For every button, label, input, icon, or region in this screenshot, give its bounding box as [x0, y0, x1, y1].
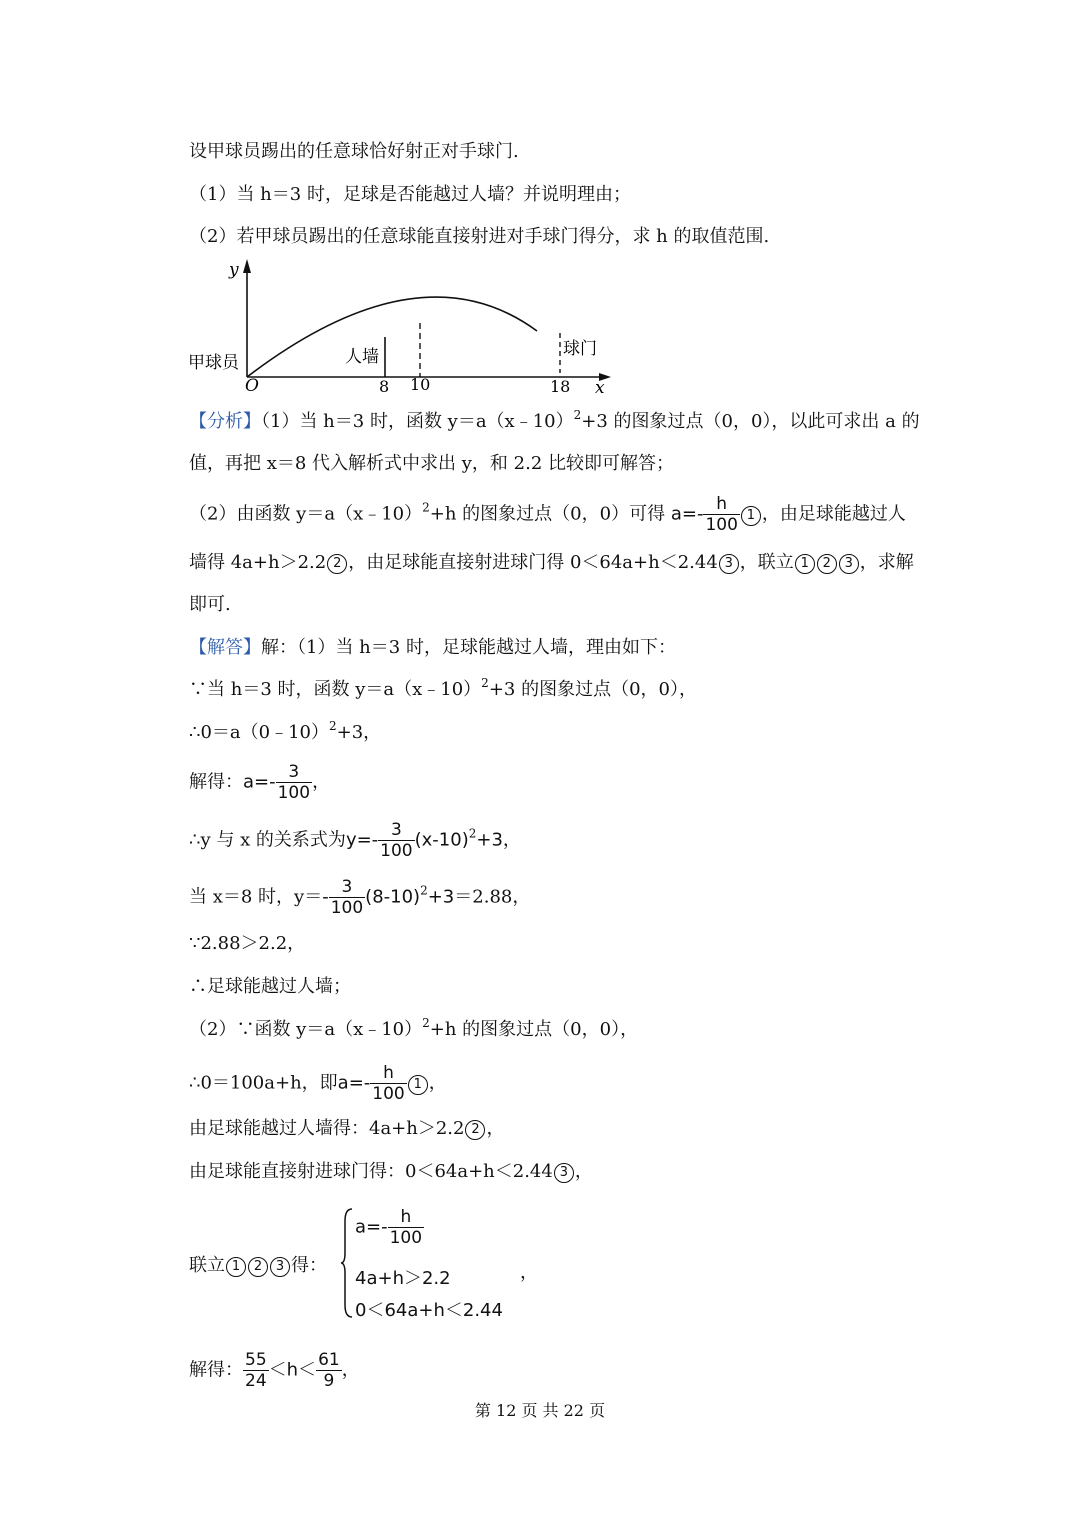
tick-8: 8 — [379, 377, 390, 396]
origin-label: O — [245, 376, 259, 396]
answer-line-6: 当 x＝8 时，y＝- $\frac{3}{100}$ $(8-10)^2+3=2.88$， — [189, 877, 531, 918]
answer-line-1: 【解答】解：（1）当 h＝3 时，足球能越过人墙，理由如下： — [189, 637, 676, 658]
ball-trajectory — [247, 297, 537, 377]
y-axis-arrow — [243, 259, 251, 273]
goal-label: 球门 — [563, 339, 597, 359]
question-2: （2）若甲球员踢出的任意球能直接射进对手球门得分，求 h 的取值范围. — [189, 226, 770, 247]
intro-line: 设甲球员踢出的任意球恰好射正对手球门. — [189, 141, 519, 162]
answer-line-10: ∴0＝100a+h，即a=- $\frac{h}{100}$ 1 ， — [189, 1063, 447, 1104]
system-eq-3: 0＜64a+h＜2.44 — [355, 1300, 503, 1321]
system-comma: ， — [520, 1262, 538, 1283]
analysis-line-5: 即可. — [189, 594, 231, 615]
answer-tag: 【解答】 — [189, 637, 261, 658]
answer-line-4: 解得：a=- $\frac{3}{100}$ ， — [189, 762, 331, 803]
answer-line-8: ∴足球能越过人墙； — [189, 976, 351, 997]
x-axis-label: x — [595, 378, 605, 398]
answer-line-11: 由足球能越过人墙得：4a+h＞2.2 2 ， — [189, 1118, 505, 1139]
answer-line-5: ∴y 与 x 的关系式为y=- $\frac{3}{100}$ $(x-10)^2+3$， — [189, 820, 521, 861]
tick-10: 10 — [410, 375, 431, 394]
answer-line-7: ∵2.88＞2.2， — [189, 933, 306, 954]
analysis-line-4: 墙得 4a+h＞2.2 2 ，由足球能直接射进球门得 0＜64a+h＜2.44 3 ，联立 1 2 3 ，求解 — [189, 552, 914, 573]
fraction-h-100: $\frac{h}{100}$ — [705, 494, 738, 535]
system-eq-1: a=- $\frac{h}{100}$ — [355, 1207, 423, 1248]
tick-18: 18 — [550, 377, 571, 396]
analysis-line-3: （2）由函数 y＝a（x﹣10）$^2$+h 的图象过点（0，0）可得 a=- $\frac{h}{100}$ 1 ，由足球能越过人 — [189, 494, 906, 535]
answer-line-12: 由足球能直接射进球门得：0＜64a+h＜2.44 3 ， — [189, 1161, 593, 1182]
answer-line-13: 联立 1 2 3 得： — [189, 1255, 327, 1276]
analysis-line-1: 【分析】（1）当 h＝3 时，函数 y＝a（x﹣10）$^2$+3 的图象过点（0，0），以此可求出 a 的 — [189, 408, 920, 432]
answer-line-2: ∵当 h＝3 时，函数 y＝a（x﹣10）$^2$+3 的图象过点（0，0）， — [189, 676, 697, 700]
answer-line-9: （2）∵函数 y＝a（x﹣10）$^2$+h 的图象过点（0，0）， — [189, 1016, 639, 1040]
y-axis-label: y — [229, 260, 239, 280]
analysis-line-2: 值，再把 x＝8 代入解析式中求出 y，和 2.2 比较即可解答； — [189, 453, 675, 474]
answer-line-14: 解得： $\frac{55}{24}$ ＜h＜ $\frac{61}{9}$ ， — [189, 1350, 360, 1391]
player-label: 甲球员 — [188, 353, 239, 373]
answer-line-3: ∴0＝a（0﹣10）$^2$+3， — [189, 719, 382, 743]
system-brace — [340, 1207, 354, 1319]
analysis-tag: 【分析】 — [189, 411, 261, 432]
trajectory-figure — [185, 255, 625, 400]
system-eq-2: 4a+h＞2.2 — [355, 1268, 451, 1289]
page-footer: 第 12 页 共 22 页 — [474, 1401, 606, 1420]
question-1: （1）当 h＝3 时，足球是否能越过人墙？并说明理由； — [189, 184, 631, 205]
wall-label: 人墙 — [345, 347, 379, 367]
